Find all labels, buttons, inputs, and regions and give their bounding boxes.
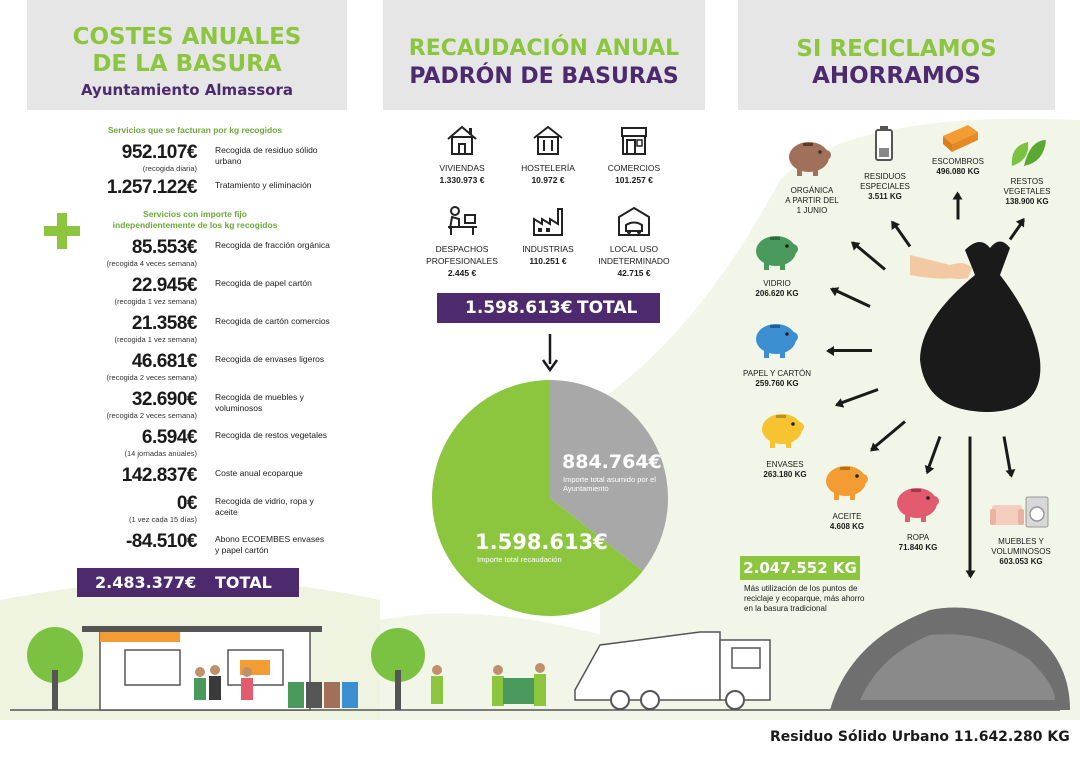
cost-amount: 46.681€ <box>131 351 197 372</box>
revenue-item-industrias <box>498 205 598 267</box>
revenue-label: LOCAL USO INDETERMINADO <box>598 244 670 266</box>
section2-label <box>90 209 300 231</box>
revenue-item-local <box>584 205 684 279</box>
cost-row-5 <box>95 313 330 347</box>
revenue-value: 2.445 € <box>447 268 477 278</box>
cost-note: (recogida 2 veces semana) <box>106 411 197 420</box>
saving-item-envases <box>740 460 830 480</box>
left-total-amount: 2.483.377€ <box>95 573 197 592</box>
middle-title-line1: RECAUDACIÓN ANUAL <box>408 36 680 61</box>
revenue-value: 101.257 € <box>615 175 653 185</box>
saving-value: 4.608 KG <box>829 522 865 531</box>
saving-item-muebles <box>976 537 1066 567</box>
cost-amount: -84.510€ <box>125 531 197 552</box>
cost-row-6 <box>95 351 325 385</box>
factory-icon <box>531 205 565 237</box>
section1-label: Servicios que se facturan por kg recogidos <box>107 125 283 135</box>
left-total-label: TOTAL <box>215 573 272 592</box>
section2-label-line1: Servicios con importe fijo <box>143 209 247 219</box>
cost-desc: Recogida de papel cartón <box>215 278 312 288</box>
revenue-item-viviendas <box>412 124 512 186</box>
middle-header-box <box>383 0 705 110</box>
cost-row-11 <box>95 531 325 565</box>
saving-value: 496.080 KG <box>936 167 980 176</box>
revenue-pie-chart <box>430 378 670 618</box>
revenue-label: DESPACHOS PROFESIONALES <box>426 244 498 266</box>
cost-amount: 22.945€ <box>131 275 197 296</box>
cost-row-4 <box>95 275 325 309</box>
leaves-icon <box>1008 136 1048 170</box>
arrow-to-landfill <box>969 437 972 577</box>
cost-row-8 <box>95 427 325 461</box>
cost-desc: Tratamiento y eliminación <box>215 180 312 190</box>
arrow-to-escombros <box>957 194 960 220</box>
cost-amount: 142.837€ <box>121 465 197 486</box>
saving-value: 259.760 KG <box>755 379 799 388</box>
house-icon <box>445 124 479 156</box>
cost-desc: Abono ECOEMBES envases y papel cartón <box>215 534 325 555</box>
saving-label: PAPEL Y CARTÓN <box>742 369 812 378</box>
furniture-icon <box>990 495 1050 531</box>
saving-label: RESIDUOS ESPECIALES <box>860 172 910 191</box>
middle-total-label: TOTAL <box>577 298 638 318</box>
cost-amount: 21.358€ <box>131 313 197 334</box>
revenue-label: COMERCIOS <box>607 163 661 173</box>
left-subtitle: Ayuntamiento Almassora <box>80 81 293 99</box>
piggy-bank-organica-icon <box>785 136 835 178</box>
saving-item-ropa <box>873 533 963 553</box>
revenue-value: 42.715 € <box>617 268 651 278</box>
saving-label: ROPA <box>906 533 930 542</box>
cost-note: (recogida 4 veces semana) <box>106 259 197 268</box>
cost-amount: 32.690€ <box>131 389 197 410</box>
cost-row-10 <box>95 493 325 527</box>
cost-desc: Recogida de envases ligeros <box>215 354 325 364</box>
cost-amount: 952.107€ <box>121 142 197 163</box>
cost-desc: Recogida de restos vegetales <box>215 430 327 440</box>
cost-note: (recogida diaria) <box>142 164 197 173</box>
residue-total-text: Residuo Sólido Urbano 11.642.280 KG <box>770 729 1070 745</box>
street-illustration <box>0 600 1080 720</box>
saving-value: 206.620 KG <box>755 289 799 298</box>
middle-total-amount: 1.598.613€ <box>465 298 573 318</box>
right-title-line2: AHORRAMOS <box>812 63 981 89</box>
middle-title-line2: PADRÓN DE BASURAS <box>409 64 679 89</box>
savings-text: Más utilización de los puntos de reciclaje y ecoparque, más ahorro en la basura tradicional <box>744 584 865 613</box>
cost-row-1 <box>95 142 325 176</box>
cost-desc: Recogida de vidrio, ropa y aceite <box>215 496 314 517</box>
cost-desc: Recogida de residuo sólido urbano <box>215 145 318 166</box>
shop-icon <box>617 124 651 156</box>
savings-badge <box>740 556 860 580</box>
pie-green-value: 1.598.613€ <box>475 530 608 554</box>
cost-row-3 <box>95 237 330 271</box>
saving-item-vegetales <box>982 177 1072 207</box>
arrow-to-papel <box>828 349 872 352</box>
saving-value: 603.053 KG <box>999 557 1043 566</box>
revenue-item-despachos <box>412 205 512 279</box>
saving-label: VIDRIO <box>763 279 791 288</box>
left-title-line2: DE LA BASURA <box>92 51 282 77</box>
piggy-bank-ropa-icon <box>893 482 943 524</box>
saving-label: RESTOS VEGETALES <box>1003 177 1051 196</box>
revenue-item-comercios <box>584 124 684 186</box>
cost-note: (recogida 1 vez semana) <box>114 297 197 306</box>
battery-icon <box>874 126 894 162</box>
plus-sign <box>44 213 80 249</box>
left-header-box <box>27 0 347 110</box>
saving-value: 3.511 KG <box>868 192 902 201</box>
saving-label: ESCOMBROS <box>931 157 984 166</box>
cost-amount: 1.257.122€ <box>106 177 197 198</box>
cost-desc: Coste anual ecoparque <box>215 468 303 478</box>
restaurant-icon <box>531 124 565 156</box>
revenue-value: 10.972 € <box>531 175 565 185</box>
cost-note: (14 jornadas anuales) <box>124 449 197 458</box>
piggy-bank-envases-icon <box>758 408 808 450</box>
saving-value: 71.840 KG <box>898 543 938 552</box>
saving-label: ENVASES <box>766 460 804 469</box>
saving-value: 263.180 KG <box>763 470 807 479</box>
revenue-label: VIVIENDAS <box>439 163 485 173</box>
saving-label: ORGÁNICA A PARTIR DEL 1 JUNIO <box>785 186 839 215</box>
trash-bag-illustration <box>910 230 1080 430</box>
saving-item-vidrio <box>732 279 822 299</box>
saving-label: ACEITE <box>832 512 862 521</box>
cost-amount: 0€ <box>176 493 197 514</box>
cost-amount: 85.553€ <box>131 237 197 258</box>
piggy-bank-vidrio-icon <box>752 230 802 272</box>
bricks-icon <box>940 122 980 154</box>
section2-label-line2: independientemente de los kg recogidos <box>112 220 278 230</box>
office-desk-icon <box>445 205 479 237</box>
revenue-label: INDUSTRIAS <box>522 244 574 254</box>
garage-icon <box>617 205 651 237</box>
left-total-bar <box>77 568 299 597</box>
down-arrow-icon <box>540 334 560 374</box>
pie-gray-value: 884.764€ <box>562 451 662 473</box>
cost-desc: Recogida de muebles y voluminosos <box>215 392 304 413</box>
savings-amount: 2.047.552 KG <box>743 559 857 577</box>
right-title-line1: SI RECICLAMOS <box>796 36 997 62</box>
saving-item-escombros <box>913 157 1003 177</box>
piggy-bank-papel-icon <box>752 318 802 360</box>
cost-note: (recogida 1 vez semana) <box>114 335 197 344</box>
cost-amount: 6.594€ <box>141 427 197 448</box>
saving-value: 138.900 KG <box>1005 197 1049 206</box>
piggy-bank-aceite-icon <box>822 460 872 502</box>
saving-item-aceite <box>802 512 892 532</box>
saving-item-papel <box>732 369 822 389</box>
middle-total-bar <box>437 293 660 323</box>
revenue-value: 1.330.973 € <box>439 175 485 185</box>
revenue-item-hosteleria <box>498 124 598 186</box>
pie-gray-label: Importe total asumido por el Ayuntamiento <box>563 475 656 493</box>
right-header-box <box>738 0 1055 110</box>
cost-note: (recogida 2 veces semana) <box>106 373 197 382</box>
saving-label: MUEBLES Y VOLUMINOSOS <box>991 537 1051 556</box>
cost-desc: Recogida de fracción orgánica <box>215 240 330 250</box>
cost-row-7 <box>95 389 325 423</box>
revenue-label: HOSTELERÍA <box>521 163 575 173</box>
pie-green-label: Importe total recaudación <box>477 555 562 564</box>
cost-desc: Recogida de cartón comercios <box>215 316 330 326</box>
cost-row-2 <box>95 177 325 211</box>
revenue-value: 110.251 € <box>529 256 567 266</box>
cost-note: (1 vez cada 15 días) <box>129 515 197 524</box>
left-title-line1: COSTES ANUALES <box>72 24 302 50</box>
